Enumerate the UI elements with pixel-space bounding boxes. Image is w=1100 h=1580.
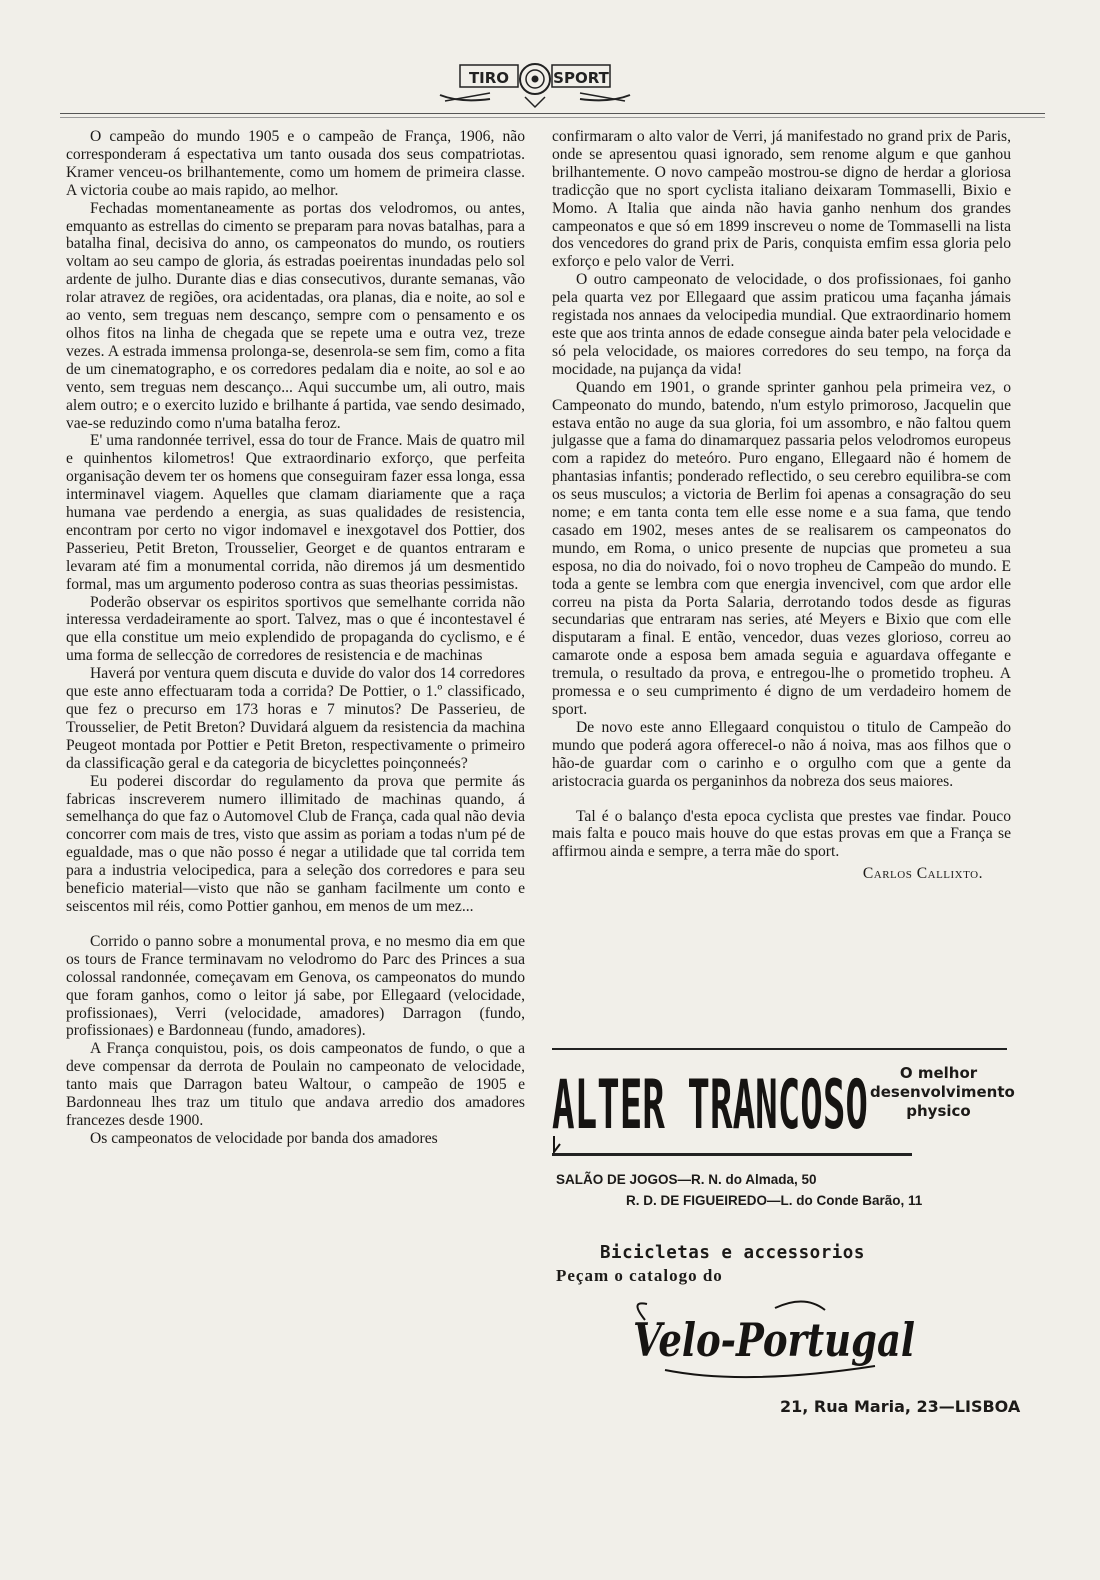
advert-velo-address: 21, Rua Maria, 23—LISBOA [780, 1397, 1021, 1416]
paragraph: Tal é o balanço d'esta epoca cyclista que prestes vae findar. Pouco mais falta e pouco mais houve do que estas provas em que a França se affirmou ainda e sempre, a terra mãe do sport. [552, 807, 1011, 861]
svg-text:TIRO: TIRO [468, 69, 510, 87]
advert-velo-subline: Peçam o catalogo do [556, 1266, 723, 1285]
paragraph: Eu poderei discordar do regulamento da prova que permite ás fabricas inscreverem numero illimitado de machinas quando, á semelhança do que faz o Automovel Club de França, cada qual não devia concorrer com mais de tres, visto que assim as poriam a todas n'um pé de egualdade, mas o que não posso é negar a utilidade que tal corrida tem para a industria velocipedica, para a seleção dos corredores e para seu beneficio material—visto que não se ganham facilmente um conto e seiscentos mil réis, como Pottier ganhou, em menos de um mez... [66, 772, 525, 915]
svg-text:ALTER TRANCOSO: ALTER TRANCOSO [552, 1066, 868, 1145]
header-rule [60, 113, 1045, 114]
tagline-line: physico [906, 1102, 971, 1120]
advert-velo-headline: Bicicletas e accessorios [600, 1243, 865, 1263]
header-rule-thin [60, 117, 1045, 118]
velo-portugal-logo [625, 1290, 925, 1390]
paragraph: Poderão observar os espiritos sportivos que semelhante corrida não interessa verdadeiramente ao sport. Talvez, mas o que é incontestavel é que ella constitue um meio explendido de propaganda do cyclismo, e é uma forma de sellecção de corredores de resistencia e de machinas [66, 593, 525, 665]
advert-underline [552, 1153, 912, 1156]
advert-divider [552, 1048, 1007, 1050]
left-column [66, 128, 525, 1148]
right-column [552, 128, 1011, 883]
paragraph: O campeão do mundo 1905 e o campeão de França, 1906, não corresponderam á espectativa um tanto ousada dos seus compatriotas. Kramer venceu-os brilhantemente, como um homem de primeira classe. A victoria coube ao mais rapido, ao melhor. [66, 128, 525, 199]
svg-text:SPORT: SPORT [553, 69, 609, 87]
tagline-line: O melhor [899, 1064, 978, 1082]
paragraph: Corrido o panno sobre a monumental prova, e no mesmo dia em que os tours de France terminavam no velodromo do Parc des Princes a sua colossal randonnée, começavam em Genova, os campeonatos do mundo que foram ganhos, como o leitor já sabe, por Ellegaard (velocidade, profissionaes), Verri (velocidade, amadores) Darragon (fundo, profissionaes) e Bardonneau (fundo, amadores). [66, 932, 525, 1040]
paragraph: Quando em 1901, o grande sprinter ganhou pela primeira vez, o Campeonato do mundo, batendo, n'um estylo primoroso, Jacquelin que estava então no auge da sua gloria, foi um assombro, e não faltou quem julgasse que a fama do dinamarquez passaria pelos velodromos europeus com a rapidez do meteóro. Puro engano, Ellegaard não é homem de phantasias infantis; ponderado reflectido, o seu cerebro equilibra-se com os seus musculos; a victoria de Berlim foi apenas a consagração do seu nome; e em tanta conta tem elle esse nome e a sua fama, que tendo casado em 1902, meses antes de se realisarem os campeonatos do mundo, em Roma, o unico presente de nupcias que prometeu a sua esposa, no dia do noivado, foi o novo tropheu de Campeão do mundo. E toda a gente se lembra com que energia invencivel, com que ardor elle correu na pista da Porta Salaria, derrotando todos desde as figuras secundarias que entraram nas series, até Meyers e Bixio que com elle disputaram a final. E então, vencedor, duas vezes glorioso, correu ao camarote onde a esposa bem amada seguia e aguardava offegante e tremula, o resultado da prova, e entregou-lhe o prometido tropheu. A promessa e o seu cumprimento é digno de um verdadeiro homem de sport. [552, 378, 1011, 718]
masthead-logo [430, 55, 640, 110]
paragraph: Haverá por ventura quem discuta e duvide do valor dos 14 corredores que este anno effectuaram toda a corrida? De Pottier, o 1.º classificado, que fez o precurso em 173 horas e 7 minutos? De Passerieu, de Trousselier, de Petit Breton? Duvidará alguem da resistencia da machina Peugeot montada por Pottier e Petit Breton, respectivamente o primeiro da classificação geral e da categoria de bicyclettes poinçonneés? [66, 665, 525, 772]
author-signature: Carlos Callixto. [862, 865, 983, 883]
paragraph: E' uma randonnée terrivel, essa do tour de France. Mais de quatro mil e quinhentos kilometros! Que extraordinario exforço, que perfeita organisação devem ter os homens que conseguiram fazer essa longa, essa interminavel viagem. Aquelles que clamam diariamente que a raça humana vae perdendo a energia, as suas qualidades de resistencia, encontram por certo no vigor indomavel e inexgotavel dos Pottier, dos Passerieu, Petit Breton, Trousselier, Georget e de quantos entraram e levaram até fim a monumental corrida, não diremos já um desmentido formal, mas um argumento poderoso contra as suas theorias pessimistas. [66, 432, 525, 593]
paragraph: Os campeonatos de velocidade por banda dos amadores [90, 1129, 438, 1147]
advert-tagline [870, 1064, 1015, 1121]
paragraph: De novo este anno Ellegaard conquistou o titulo de Campeão do mundo que poderá agora offerecel-o não á noiva, mas aos filhos que o hão-de guardar com o carinho e o orgulho com que a gente da aristocracia guarda os perganinhos da nobreza dos seus maiores. [552, 718, 1011, 790]
advert-alter-trancoso [552, 1058, 1015, 1168]
paragraph: confirmaram o alto valor de Verri, já manifestado no grand prix de Paris, onde se apresentou quasi ignorado, sem renome algum e que ganhou brilhantemente. O novo campeão mostrou-se digno de herdar a gloriosa tradicção que no sport cyclista italiano deixaram Tommaselli, Bixio e Momo. A Italia que ainda não havia ganho nenhum dos grandes campeonatos e que só em 1899 inscreveu o nome de Tommaselli na lista dos vencedores do grand prix de Paris, conquista emfim essa gloria pelo exforço e pelo valor de Verri. [552, 128, 1011, 271]
tagline-line: desenvolvimento [870, 1083, 1015, 1101]
advert-address-2: R. D. DE FIGUEIREDO—L. do Conde Barão, 11 [626, 1193, 923, 1208]
paragraph: O outro campeonato de velocidade, o dos profissionaes, foi ganho pela quarta vez por Ellegaard que assim praticou uma façanha jámais registada nos annaes da velocipedia mundial. Que extraordinario homem este que aos trinta annos de edade consegue ainda bater pela velocidade e só pela velocidade, os maiores corredores do seu tempo, na força da mocidade, na pujança da vida! [552, 271, 1011, 378]
advert-address-1: SALÃO DE JOGOS—R. N. do Almada, 50 [556, 1172, 817, 1187]
paragraph: A França conquistou, pois, os dois campeonatos de fundo, o que a deve compensar da derrota de Poulain no campeonato de velocidade, tanto mais que Darragon bateu Waltour, o campeão de 1905 e Bardonneau lhes traz um titulo que andava arredio dos amadores francezes desde 1900. [66, 1040, 525, 1129]
alter-trancoso-logo [552, 1058, 872, 1153]
paragraph: Fechadas momentaneamente as portas dos velodromos, ou antes, emquanto as estrellas do cimento se preparam para novas batalhas, para a batalha final, decisiva do anno, os campeonatos do mundo, os routiers voltam ao seu campo de gloria, ás estradas poeirentas inundadas pelo sol ardente de julho. Durante dias e dias consecutivos, durante semanas, vão rolar atravez de regiões, ora acidentadas, ora planas, dia e noite, ao sol e ao vento, sem treguas nem descanço, sempre com o pensamento e os olhos fitos na linha de chegada que se repete uma e outra vez, treze vezes. A estrada immensa prolonga-se, desenrola-se sem fim, como a fita de um cinematographo, e os corredores pedalam dia e noite, ao sol e ao vento, sem treguas nem descanço... Aqui succumbe um, ali outro, mais alem outro; e o exercito luzido e brilhante á partida, vae sendo desimado, vae-se reduzindo como n'uma batalha feroz. [66, 199, 525, 432]
svg-text:Velo-Portugal: Velo-Portugal [633, 1313, 915, 1367]
